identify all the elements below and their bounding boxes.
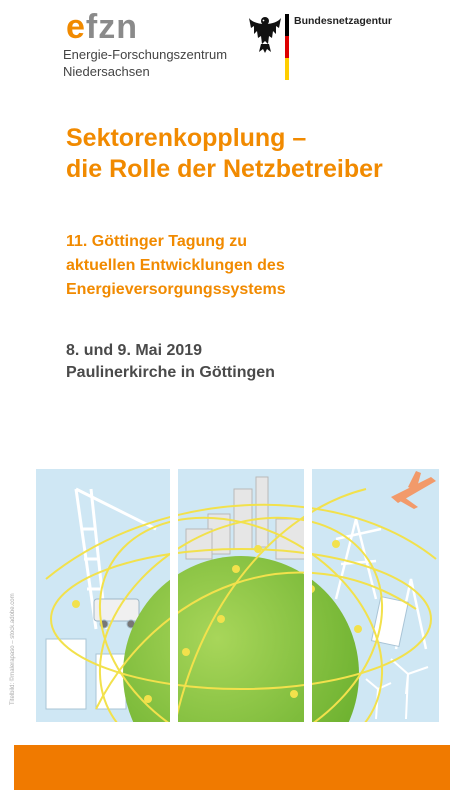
subtitle [66, 230, 286, 302]
event-info [66, 340, 275, 384]
subtitle-line-1: 11. Göttinger Tagung zu [66, 233, 248, 250]
org-line-2: Niedersachsen [63, 64, 150, 79]
footer-accent-bar [14, 745, 450, 790]
german-flag-bar [285, 14, 289, 80]
agency-name: Bundesnetzagentur [294, 15, 393, 27]
event-date: 8. und 9. Mai 2019 [66, 342, 203, 359]
sector-coupling-illustration [36, 469, 439, 722]
event-venue: Paulinerkirche in Göttingen [66, 364, 275, 381]
page-title [66, 123, 383, 185]
efzn-org-name [63, 46, 227, 80]
federal-eagle-icon [248, 14, 282, 54]
efzn-logo-prefix: e [66, 8, 86, 46]
efzn-logo-rest: fzn [85, 8, 139, 46]
image-credit: Titelbild: ©malerapaso – stock.adobe.com [10, 593, 16, 705]
subtitle-line-3: Energieversorgungssystems [66, 281, 286, 298]
org-line-1: Energie-Forschungszentrum [63, 47, 228, 62]
efzn-logo [66, 10, 138, 44]
title-line-2: die Rolle der Netzbetreiber [66, 155, 383, 183]
title-line-1: Sektorenkopplung – [66, 124, 307, 152]
subtitle-line-2: aktuellen Entwicklungen des [66, 257, 285, 274]
